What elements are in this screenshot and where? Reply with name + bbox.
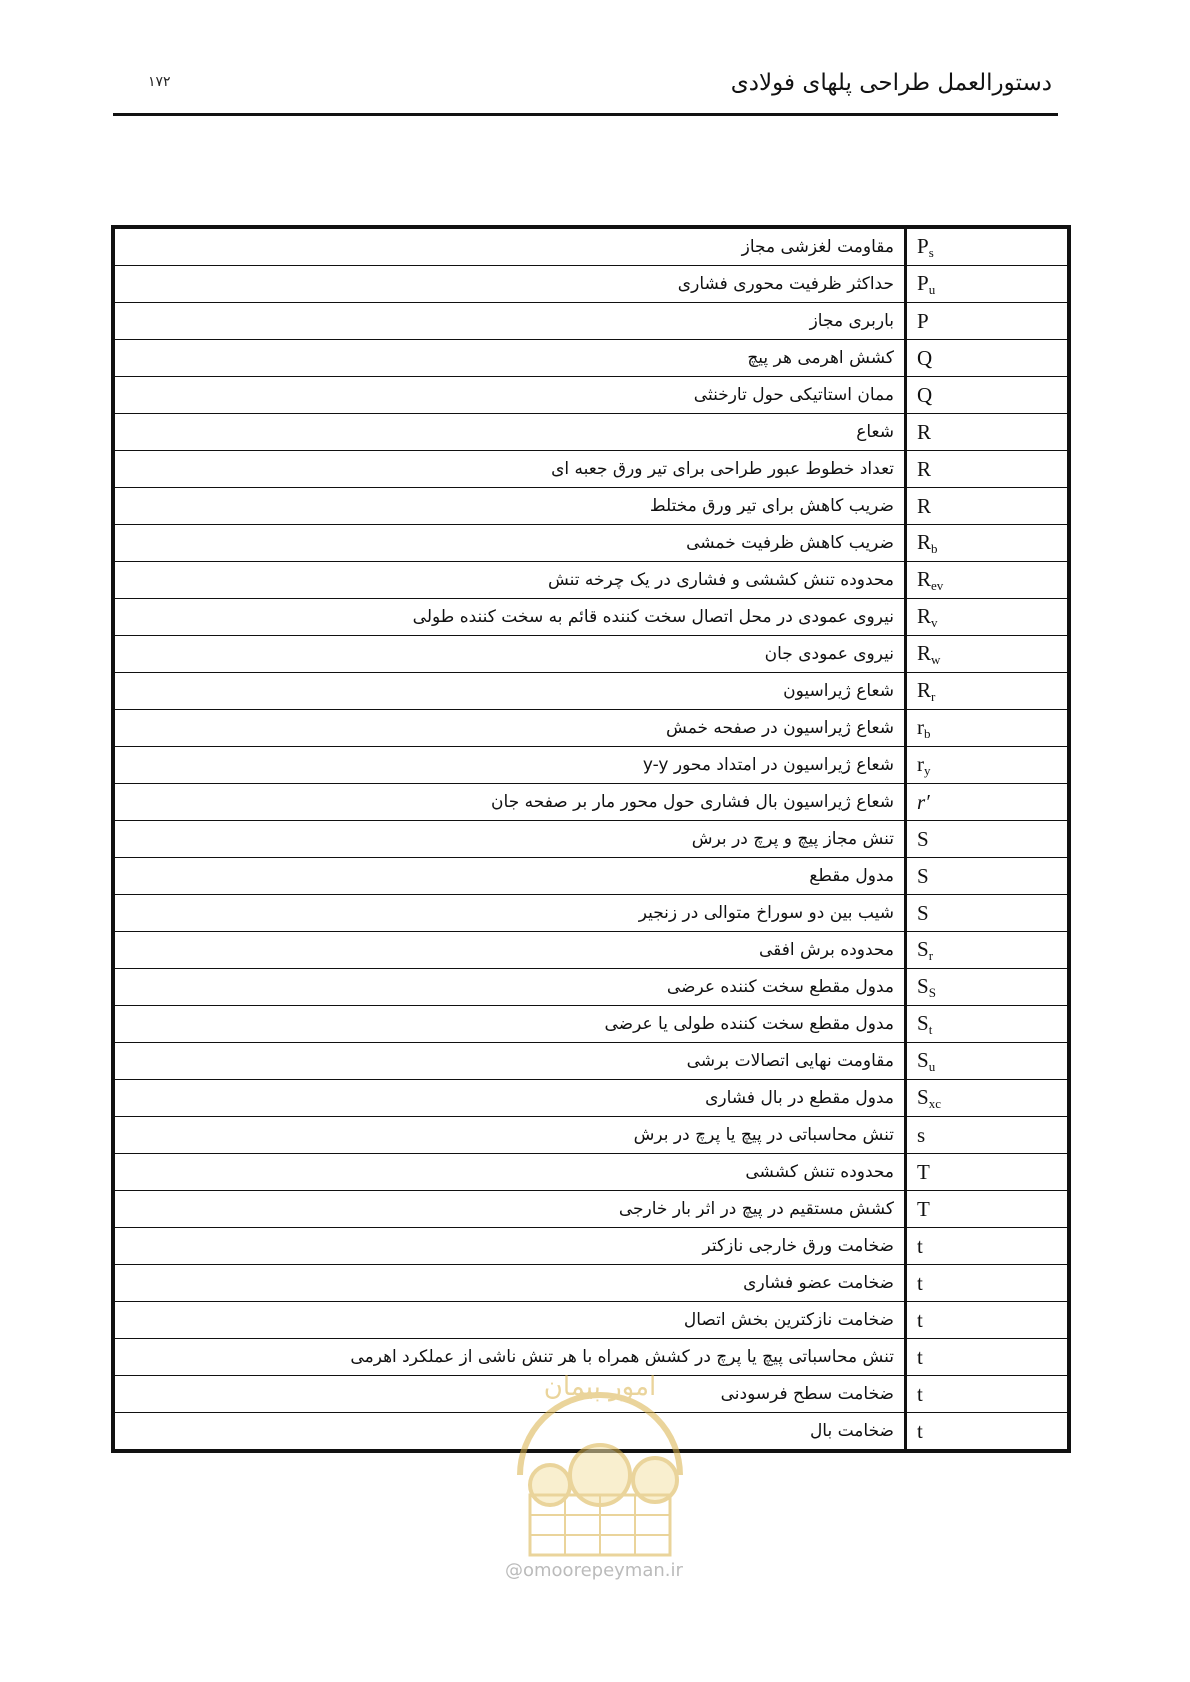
table-row [113,562,1069,599]
symbol-cell [906,1117,1070,1154]
symbol-main: S [917,1010,929,1035]
header-divider [113,113,1058,116]
symbol-subscript: ev [931,577,944,593]
table-row [113,451,1069,488]
symbol-cell [906,451,1070,488]
symbol-main: Q [917,382,933,407]
symbol-main: t [917,1418,923,1443]
symbol-main: s [917,1122,926,1147]
watermark-logo [490,1325,710,1565]
symbol-cell [906,1228,1070,1265]
table-row [113,1117,1069,1154]
symbol-main: t [917,1381,923,1406]
symbol-description: ضخامت بال [113,1413,906,1452]
table-row [113,303,1069,340]
symbol-cell [906,303,1070,340]
table-row [113,340,1069,377]
table-row [113,1154,1069,1191]
symbol-description: تنش محاسباتی پیچ یا پرچ در کشش همراه با هر تنش ناشی از عملکرد اهرمی [113,1339,906,1376]
symbol-main: R [917,419,932,444]
symbol-main: S [917,1047,929,1072]
symbols-table [111,225,1071,1453]
symbol-subscript: t [928,1021,933,1037]
symbol-description: مقاومت نهایی اتصالات برشی [113,1043,906,1080]
symbol-cell [906,1376,1070,1413]
table-row [113,488,1069,525]
symbol-description: ممان استاتیکی حول تارخنثی [113,377,906,414]
symbol-description: مقاومت لغزشی مجاز [113,227,906,266]
symbol-main: S [917,863,929,888]
symbol-main: S [917,1084,929,1109]
symbol-main: P [917,270,929,295]
symbol-cell [906,525,1070,562]
symbol-description: شعاع ژیراسیون در امتداد محور y-y [113,747,906,784]
table-row [113,599,1069,636]
symbol-main: S [917,826,929,851]
symbol-cell [906,1413,1070,1452]
symbol-main: P [917,233,929,258]
symbol-cell [906,1339,1070,1376]
symbol-subscript: y [924,762,931,778]
symbol-cell [906,1265,1070,1302]
table-row [113,1191,1069,1228]
header-title: دستورالعمل طراحی پلهای فولادی [730,70,1052,96]
symbol-cell [906,266,1070,303]
symbol-description: مدول مقطع در بال فشاری [113,1080,906,1117]
symbol-cell [906,414,1070,451]
symbol-description: شعاع ژیراسیون در صفحه خمش [113,710,906,747]
table-row [113,1043,1069,1080]
table-row [113,525,1069,562]
table-row [113,414,1069,451]
watermark-logo-text: امور پیمان [543,1372,657,1402]
symbol-cell [906,747,1070,784]
symbol-subscript: xc [928,1095,941,1111]
symbol-description: ضریب کاهش برای تیر ورق مختلط [113,488,906,525]
table-row [113,266,1069,303]
symbol-cell [906,710,1070,747]
symbol-subscript: v [931,614,938,630]
symbol-main: R [917,640,932,665]
symbol-subscript: r [931,688,936,704]
symbol-description: ضریب کاهش ظرفیت خمشی [113,525,906,562]
symbol-description: محدوده برش افقی [113,932,906,969]
symbol-description: کشش مستقیم در پیچ در اثر بار خارجی [113,1191,906,1228]
table-row [113,710,1069,747]
symbol-main: P [917,308,929,333]
symbol-description: باربری مجاز [113,303,906,340]
table-row [113,747,1069,784]
symbol-cell [906,1006,1070,1043]
symbol-description: مدول مقطع [113,858,906,895]
symbol-description: تنش مجاز پیچ و پرچ در برش [113,821,906,858]
symbol-subscript: b [924,725,931,741]
symbol-description: ضخامت نازکترین بخش اتصال [113,1302,906,1339]
symbol-subscript: u [928,281,936,297]
symbol-cell [906,1154,1070,1191]
symbol-cell [906,673,1070,710]
symbol-description: تعداد خطوط عبور طراحی برای تیر ورق جعبه ای [113,451,906,488]
table-row [113,1006,1069,1043]
watermark-url: @omoorepeyman.ir [505,1560,683,1581]
symbol-cell [906,599,1070,636]
symbol-cell [906,895,1070,932]
table-row [113,932,1069,969]
symbol-main: r [917,751,924,776]
symbol-main: t [917,1344,923,1369]
symbol-main: r′ [917,789,930,814]
symbol-main: S [917,936,929,961]
symbol-cell [906,1080,1070,1117]
symbol-description: ضخامت ورق خارجی نازکتر [113,1228,906,1265]
symbol-description: نیروی عمودی جان [113,636,906,673]
symbol-main: R [917,566,932,591]
symbol-cell [906,1302,1070,1339]
symbol-description: شعاع [113,414,906,451]
symbol-main: r [917,714,924,739]
table-row [113,821,1069,858]
symbol-main: T [917,1159,930,1184]
symbol-main: Q [917,345,933,370]
symbol-main: t [917,1270,923,1295]
symbol-description: ضخامت سطح فرسودنی [113,1376,906,1413]
symbol-cell [906,488,1070,525]
table-row [113,673,1069,710]
table-row [113,895,1069,932]
symbol-main: R [917,456,932,481]
page-number: ۱۷۲ [148,74,171,90]
symbol-cell [906,858,1070,895]
symbol-description: شیب بین دو سوراخ متوالی در زنجیر [113,895,906,932]
table-row [113,858,1069,895]
symbol-subscript: r [928,947,934,963]
symbol-description: ضخامت عضو فشاری [113,1265,906,1302]
symbol-subscript: s [928,244,934,260]
symbol-cell [906,340,1070,377]
symbol-main: S [917,973,929,998]
symbol-cell [906,636,1070,673]
symbol-description: مدول مقطع سخت کننده طولی یا عرضی [113,1006,906,1043]
symbol-description: محدوده تنش کششی و فشاری در یک چرخه تنش [113,562,906,599]
symbol-description: تنش محاسباتی در پیچ یا پرچ در برش [113,1117,906,1154]
symbol-main: R [917,677,932,702]
table-row [113,1228,1069,1265]
symbol-description: محدوده تنش کششی [113,1154,906,1191]
symbol-cell [906,1043,1070,1080]
table-row [113,377,1069,414]
table-row [113,636,1069,673]
symbol-main: R [917,493,932,518]
symbol-main: S [917,900,929,925]
symbol-cell [906,1191,1070,1228]
symbol-main: t [917,1307,923,1332]
symbol-cell [906,932,1070,969]
symbol-main: T [917,1196,930,1221]
symbol-cell [906,784,1070,821]
symbol-cell [906,821,1070,858]
symbol-cell [906,377,1070,414]
symbol-subscript: w [931,651,941,667]
symbols-table-body [113,227,1069,1451]
symbol-description: مدول مقطع سخت کننده عرضی [113,969,906,1006]
symbol-subscript: b [931,540,938,556]
symbol-description: حداکثر ظرفیت محوری فشاری [113,266,906,303]
table-row [113,1265,1069,1302]
symbol-cell [906,227,1070,266]
symbol-cell [906,969,1070,1006]
symbol-subscript: u [928,1058,936,1074]
symbol-cell [906,562,1070,599]
table-row [113,784,1069,821]
table-row [113,969,1069,1006]
symbol-main: R [917,603,932,628]
symbol-description: کشش اهرمی هر پیچ [113,340,906,377]
table-row [113,227,1069,266]
symbol-subscript: S [928,984,936,1000]
symbol-main: t [917,1233,923,1258]
symbol-description: شعاع ژیراسیون بال فشاری حول محور مار بر صفحه جان [113,784,906,821]
symbol-main: R [917,529,932,554]
symbol-description: شعاع ژیراسیون [113,673,906,710]
table-row [113,1080,1069,1117]
symbol-description: نیروی عمودی در محل اتصال سخت کننده قائم به سخت کننده طولی [113,599,906,636]
